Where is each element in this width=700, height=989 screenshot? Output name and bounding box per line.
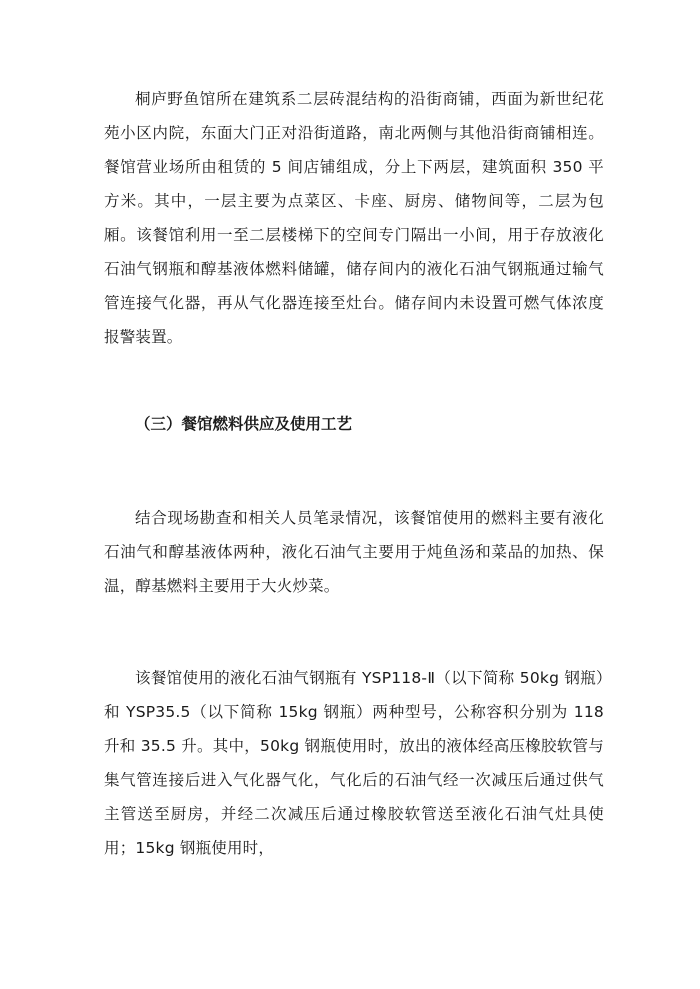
fuel-types-paragraph: 结合现场勘查和相关人员笔录情况，该餐馆使用的燃料主要有液化石油气和醇基液体两种，液化石油气主要用于炖鱼汤和菜品的加热、保温，醇基燃料主要用于大火炒菜。 — [104, 509, 604, 595]
building-description-paragraph: 桐庐野鱼馆所在建筑系二层砖混结构的沿街商铺，西面为新世纪花苑小区内院，东面大门正对沿街道路，南北两侧与其他沿街商铺相连。餐馆营业场所由租赁的 5 间店铺组成，分上下两层，建筑面积 350 平方米。其中，一层主要为点菜区、卡座、厨房、储物间等，二层为包厢。该餐馆利用一至二层楼梯下的空间专门隔出一小间，用于存放液化石油气钢瓶和醇基液体燃料储罐，储存间内的液化石油气钢瓶通过输气管连接气化器，再从气化器连接至灶台。储存间内未设置可燃气体浓度报警装置。 — [104, 90, 604, 346]
lpg-cylinder-paragraph: 该餐馆使用的液化石油气钢瓶有 YSP118-Ⅱ（以下简称 50kg 钢瓶）和 YSP35.5（以下简称 15kg 钢瓶）两种型号，公称容积分别为 118 升和 35.5 升。其中，50kg 钢瓶使用时，放出的液体经高压橡胶软管与集气管连接后进入气化器气化，气化后的石油气经一次减压后通过供气主管送至厨房，并经二次减压后通过橡胶软管送至液化石油气灶具使用；15kg 钢瓶使用时， — [104, 669, 604, 857]
section-heading: （三）餐馆燃料供应及使用工艺 — [135, 415, 353, 433]
